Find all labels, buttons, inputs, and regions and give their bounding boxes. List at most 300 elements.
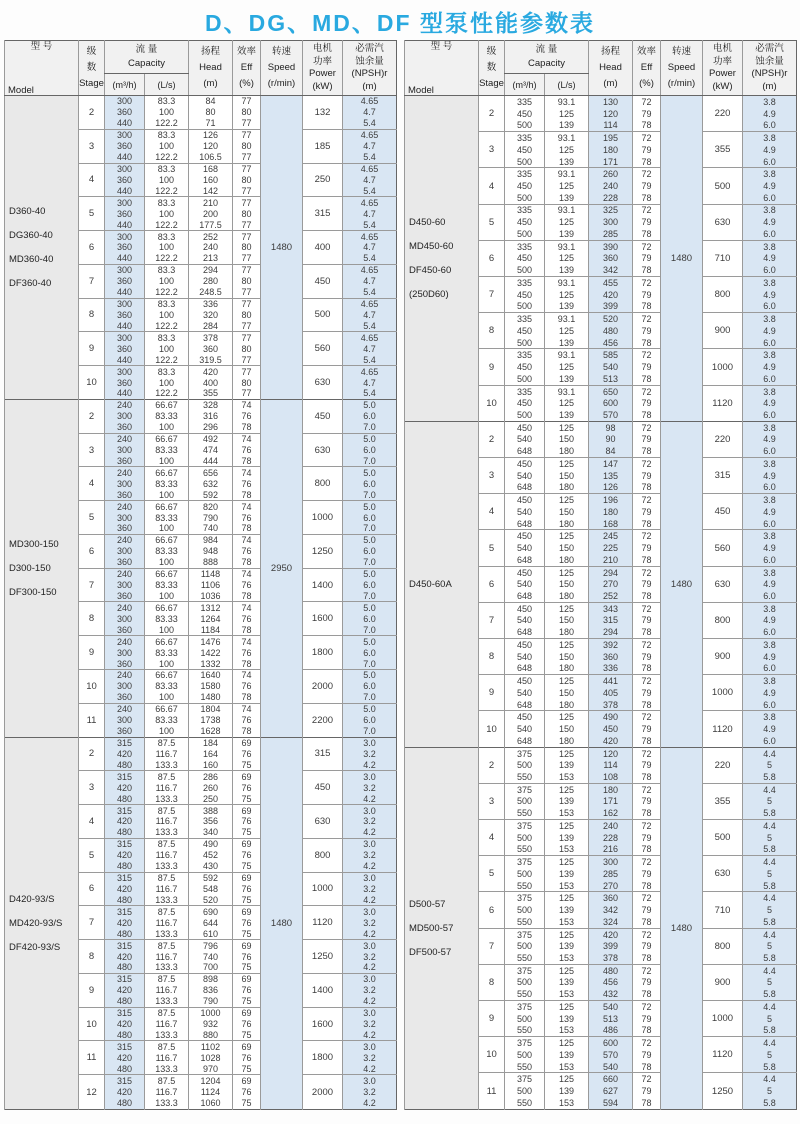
cell-npsh: 7.0 [343,489,397,500]
cell-m3h: 500 [505,940,545,952]
cell-eff: 74 [233,670,261,681]
cell-head: 180 [589,506,633,518]
cell-npsh: 5.4 [343,118,397,129]
cell-ls: 153 [545,880,589,892]
cell-ls: 133.3 [145,793,189,804]
model-label: MD300-150 [9,538,59,550]
cell-npsh: 3.0 [343,906,397,917]
cell-m3h: 240 [105,568,145,579]
header-unit-m3h: (m³/h) [505,74,545,96]
page-title: D、DG、MD、DF 型泵性能参数表 [205,10,595,36]
cell-power: 710 [703,240,743,276]
cell-m3h: 540 [505,615,545,627]
cell-eff: 74 [233,433,261,444]
cell-eff: 79 [633,615,661,627]
cell-head: 1804 [189,703,233,714]
model-label: D420-93/S [9,893,55,905]
cell-head: 600 [589,1037,633,1049]
cell-m3h: 450 [505,361,545,373]
cell-npsh: 4.9 [743,506,797,518]
cell-m3h: 300 [105,163,145,174]
model-cell [5,737,79,1109]
cell-m3h: 360 [105,591,145,602]
cell-npsh: 6.0 [343,715,397,726]
cell-head: 114 [589,119,633,131]
cell-head: 120 [589,108,633,120]
cell-power: 900 [703,313,743,349]
cell-ls: 100 [145,422,189,433]
cell-ls: 87.5 [145,872,189,883]
cell-m3h: 360 [105,174,145,185]
cell-head: 948 [189,546,233,557]
cell-m3h: 540 [505,723,545,735]
cell-m3h: 450 [505,325,545,337]
cell-m3h: 360 [105,208,145,219]
cell-stage: 11 [79,703,105,737]
cell-head: 456 [589,977,633,989]
cell-ls: 133.3 [145,1030,189,1041]
cell-head: 430 [189,861,233,872]
cell-m3h: 300 [105,613,145,624]
cell-power: 2200 [303,703,343,737]
cell-m3h: 300 [105,681,145,692]
cell-eff: 79 [633,180,661,192]
cell-ls: 150 [545,506,589,518]
cell-power: 250 [303,163,343,197]
cell-ls: 87.5 [145,906,189,917]
cell-eff: 72 [633,566,661,578]
cell-npsh: 6.0 [743,337,797,349]
cell-eff: 78 [633,1097,661,1110]
cell-npsh: 4.4 [743,783,797,795]
cell-m3h: 300 [105,512,145,523]
cell-stage: 6 [479,240,505,276]
cell-eff: 75 [233,1063,261,1074]
cell-head: 325 [589,204,633,216]
header-npsh-label: (m) [362,81,377,93]
cell-eff: 75 [233,996,261,1007]
cell-npsh: 6.0 [743,373,797,385]
cell-head: 420 [589,735,633,747]
cell-power: 315 [303,737,343,771]
cell-ls: 100 [145,242,189,253]
cell-head: 378 [589,952,633,964]
cell-stage: 4 [79,163,105,197]
cell-ls: 83.3 [145,129,189,140]
cell-m3h: 500 [505,337,545,349]
cell-head: 98 [589,421,633,433]
cell-head: 420 [589,928,633,940]
cell-npsh: 4.7 [343,377,397,388]
header-head-label: Head [199,62,222,73]
cell-m3h: 500 [505,192,545,204]
cell-m3h: 450 [505,216,545,228]
cell-m3h: 500 [505,119,545,131]
cell-npsh: 4.9 [743,253,797,265]
cell-ls: 116.7 [145,850,189,861]
header-eff-label: Eff [640,62,653,73]
cell-head: 106.5 [189,152,233,163]
header-eff-label: Eff [240,62,253,73]
cell-ls: 83.3 [145,96,189,107]
cell-eff: 76 [233,681,261,692]
cell-stage: 11 [79,1041,105,1075]
table-row [5,96,397,107]
cell-head: 1628 [189,726,233,737]
cell-head: 213 [189,253,233,264]
cell-eff: 78 [633,264,661,276]
cell-npsh: 6.0 [343,411,397,422]
cell-npsh: 4.65 [343,96,397,107]
cell-npsh: 5.0 [343,501,397,512]
cell-npsh: 5 [743,1049,797,1061]
cell-m3h: 450 [505,397,545,409]
cell-head: 180 [589,144,633,156]
cell-ls: 139 [545,409,589,421]
header-power [303,41,343,96]
cell-m3h: 550 [505,1025,545,1037]
model-label: DG360-40 [9,229,53,241]
cell-eff: 79 [633,759,661,771]
cell-head: 225 [589,542,633,554]
header-eff-label: (%) [239,77,254,89]
cell-eff: 69 [233,737,261,748]
cell-m3h: 480 [105,1097,145,1109]
cell-eff: 80 [233,276,261,287]
cell-eff: 78 [233,557,261,568]
cell-eff: 76 [233,1086,261,1097]
cell-npsh: 3.2 [343,816,397,827]
cell-m3h: 240 [105,636,145,647]
cell-eff: 78 [633,735,661,747]
cell-npsh: 5.8 [743,844,797,856]
cell-speed: 1480 [261,96,303,400]
cell-ls: 139 [545,1085,589,1097]
cell-npsh: 5.0 [343,534,397,545]
cell-npsh: 4.7 [343,276,397,287]
cell-eff: 72 [633,458,661,470]
model-label: MD500-57 [409,922,454,934]
cell-eff: 76 [233,613,261,624]
cell-npsh: 4.7 [343,242,397,253]
cell-head: 356 [189,816,233,827]
cell-stage: 4 [79,805,105,839]
cell-m3h: 300 [105,445,145,456]
table-header [405,41,797,96]
cell-ls: 83.33 [145,647,189,658]
cell-head: 400 [189,377,233,388]
cell-ls: 150 [545,687,589,699]
header-eff-label: 效率 [636,46,656,58]
cell-m3h: 420 [105,884,145,895]
cell-eff: 80 [233,377,261,388]
cell-npsh: 7.0 [343,692,397,703]
cell-stage: 7 [479,602,505,638]
model-stack [5,400,78,737]
cell-eff: 76 [233,782,261,793]
cell-npsh: 5.8 [743,771,797,783]
cell-m3h: 450 [505,458,545,470]
cell-head: 108 [589,771,633,783]
cell-head: 740 [189,523,233,534]
cell-ls: 180 [545,445,589,457]
cell-eff: 79 [633,289,661,301]
table-body [405,96,797,1110]
cell-power: 800 [703,277,743,313]
header-model-label: Model [408,84,434,96]
cell-eff: 74 [233,703,261,714]
header-speed-stack [261,41,302,95]
cell-ls: 125 [545,820,589,832]
cell-ls: 83.33 [145,445,189,456]
cell-speed: 1480 [661,421,703,747]
cell-eff: 79 [633,904,661,916]
cell-ls: 116.7 [145,951,189,962]
cell-ls: 66.67 [145,433,189,444]
header-head [589,41,633,96]
cell-eff: 75 [233,793,261,804]
cell-head: 1738 [189,715,233,726]
cell-ls: 125 [545,747,589,759]
header-power-stack [303,41,342,95]
cell-head: 168 [189,163,233,174]
cell-npsh: 4.65 [343,129,397,140]
cell-npsh: 5 [743,977,797,989]
cell-head: 592 [189,489,233,500]
cell-ls: 125 [545,964,589,976]
model-label: D360-40 [9,205,46,217]
cell-m3h: 500 [505,1049,545,1061]
cell-eff: 78 [633,988,661,1000]
cell-ls: 150 [545,578,589,590]
cell-head: 392 [589,639,633,651]
cell-m3h: 550 [505,771,545,783]
cell-head: 164 [189,748,233,759]
cell-npsh: 3.8 [743,313,797,325]
cell-npsh: 3.8 [743,204,797,216]
cell-head: 378 [189,332,233,343]
model-label: MD450-60 [409,240,454,252]
cell-eff: 78 [633,518,661,530]
cell-eff: 77 [233,185,261,196]
cell-npsh: 3.0 [343,973,397,984]
cell-m3h: 360 [105,523,145,534]
cell-head: 114 [589,759,633,771]
cell-eff: 79 [633,1085,661,1097]
cell-npsh: 5 [743,759,797,771]
cell-m3h: 375 [505,820,545,832]
cell-m3h: 300 [105,478,145,489]
cell-m3h: 375 [505,1037,545,1049]
cell-npsh: 4.9 [743,397,797,409]
cell-m3h: 335 [505,240,545,252]
cell-npsh: 4.9 [743,651,797,663]
cell-head: 1332 [189,658,233,669]
header-row-1 [5,41,397,74]
cell-m3h: 240 [105,467,145,478]
cell-npsh: 4.2 [343,996,397,1007]
cell-ls: 83.33 [145,580,189,591]
header-capacity [505,41,589,74]
header-npsh-label: (NPSH)r [351,68,388,80]
cell-head: 456 [589,337,633,349]
cell-eff: 79 [633,397,661,409]
cell-npsh: 5.8 [743,952,797,964]
cell-power: 450 [303,399,343,433]
cell-m3h: 360 [105,557,145,568]
cell-eff: 72 [633,602,661,614]
cell-m3h: 360 [105,726,145,737]
model-label: DF500-57 [409,946,452,958]
header-power-stack [703,41,742,95]
cell-npsh: 4.65 [343,332,397,343]
cell-m3h: 335 [505,313,545,325]
cell-ls: 87.5 [145,805,189,816]
cell-ls: 116.7 [145,985,189,996]
cell-eff: 77 [233,96,261,107]
cell-eff: 72 [633,639,661,651]
cell-ls: 122.2 [145,152,189,163]
cell-m3h: 420 [105,816,145,827]
cell-head: 480 [589,964,633,976]
model-label: MD360-40 [9,253,54,265]
cell-ls: 116.7 [145,748,189,759]
cell-npsh: 5 [743,1013,797,1025]
cell-npsh: 5.0 [343,467,397,478]
cell-m3h: 360 [105,692,145,703]
cell-ls: 122.2 [145,219,189,230]
cell-npsh: 3.0 [343,771,397,782]
header-npsh-label: 必需汽 [755,42,784,54]
cell-ls: 66.67 [145,602,189,613]
cell-m3h: 360 [105,658,145,669]
cell-m3h: 500 [505,373,545,385]
cell-head: 300 [589,856,633,868]
cell-head: 632 [189,478,233,489]
header-power-label: 功率 [312,55,332,67]
cell-ls: 116.7 [145,917,189,928]
cell-eff: 78 [633,916,661,928]
header-speed-stack [661,41,702,95]
cell-ls: 93.1 [545,132,589,144]
cell-ls: 93.1 [545,277,589,289]
cell-ls: 153 [545,771,589,783]
cell-npsh: 3.0 [343,805,397,816]
cell-ls: 153 [545,988,589,1000]
cell-ls: 180 [545,735,589,747]
cell-power: 315 [703,458,743,494]
cell-head: 490 [189,838,233,849]
cell-ls: 100 [145,174,189,185]
cell-npsh: 5.0 [343,602,397,613]
cell-ls: 125 [545,325,589,337]
cell-ls: 100 [145,557,189,568]
cell-eff: 77 [233,366,261,377]
cell-npsh: 6.0 [743,156,797,168]
table-header [5,41,397,96]
cell-npsh: 4.9 [743,180,797,192]
model-stack [405,422,478,747]
cell-ls: 122.2 [145,354,189,365]
cell-ls: 150 [545,470,589,482]
cell-head: 184 [189,737,233,748]
cell-npsh: 5.8 [743,807,797,819]
cell-head: 300 [589,216,633,228]
cell-eff: 77 [233,129,261,140]
cell-m3h: 360 [105,624,145,635]
cell-npsh: 4.9 [743,108,797,120]
model-label: MD420-93/S [9,917,63,929]
cell-ls: 87.5 [145,1075,189,1086]
cell-eff: 76 [233,1019,261,1030]
cell-power: 710 [703,892,743,928]
cell-eff: 76 [233,546,261,557]
cell-head: 1036 [189,591,233,602]
cell-eff: 79 [633,578,661,590]
cell-npsh: 6.0 [743,192,797,204]
cell-stage: 8 [79,602,105,636]
cell-eff: 72 [633,820,661,832]
cell-head: 820 [189,501,233,512]
cell-power: 450 [303,264,343,298]
header-speed-label: Speed [667,62,696,73]
cell-m3h: 300 [105,129,145,140]
cell-npsh: 5.0 [343,636,397,647]
header-npsh-label: (m) [762,81,777,93]
cell-m3h: 480 [105,827,145,838]
model-label: DF420-93/S [9,941,61,953]
cell-head: 360 [589,892,633,904]
cell-ls: 83.33 [145,681,189,692]
cell-m3h: 360 [105,422,145,433]
cell-power: 220 [703,421,743,457]
cell-eff: 78 [633,699,661,711]
cell-ls: 125 [545,289,589,301]
cell-npsh: 3.0 [343,737,397,748]
cell-eff: 72 [633,1001,661,1013]
cell-ls: 66.67 [145,703,189,714]
cell-npsh: 4.4 [743,1037,797,1049]
cell-eff: 69 [233,771,261,782]
cell-eff: 72 [633,530,661,542]
cell-npsh: 4.65 [343,366,397,377]
cell-head: 570 [589,1049,633,1061]
cell-stage: 9 [79,636,105,670]
header-stage-label: 数 [486,62,497,73]
cell-power: 800 [303,838,343,872]
cell-eff: 72 [633,96,661,108]
cell-npsh: 3.8 [743,240,797,252]
cell-head: 71 [189,118,233,129]
cell-m3h: 420 [105,951,145,962]
cell-npsh: 3.0 [343,872,397,883]
cell-stage: 4 [479,820,505,856]
cell-head: 1580 [189,681,233,692]
cell-head: 324 [589,916,633,928]
cell-head: 342 [589,904,633,916]
cell-eff: 72 [633,892,661,904]
cell-head: 80 [189,107,233,118]
cell-m3h: 315 [105,940,145,951]
cell-head: 610 [189,928,233,939]
cell-head: 420 [189,366,233,377]
cell-stage: 4 [479,494,505,530]
cell-m3h: 440 [105,118,145,129]
cell-ls: 122.2 [145,185,189,196]
cell-npsh: 6.0 [743,409,797,421]
cell-power: 1000 [703,349,743,385]
cell-eff: 78 [633,554,661,566]
